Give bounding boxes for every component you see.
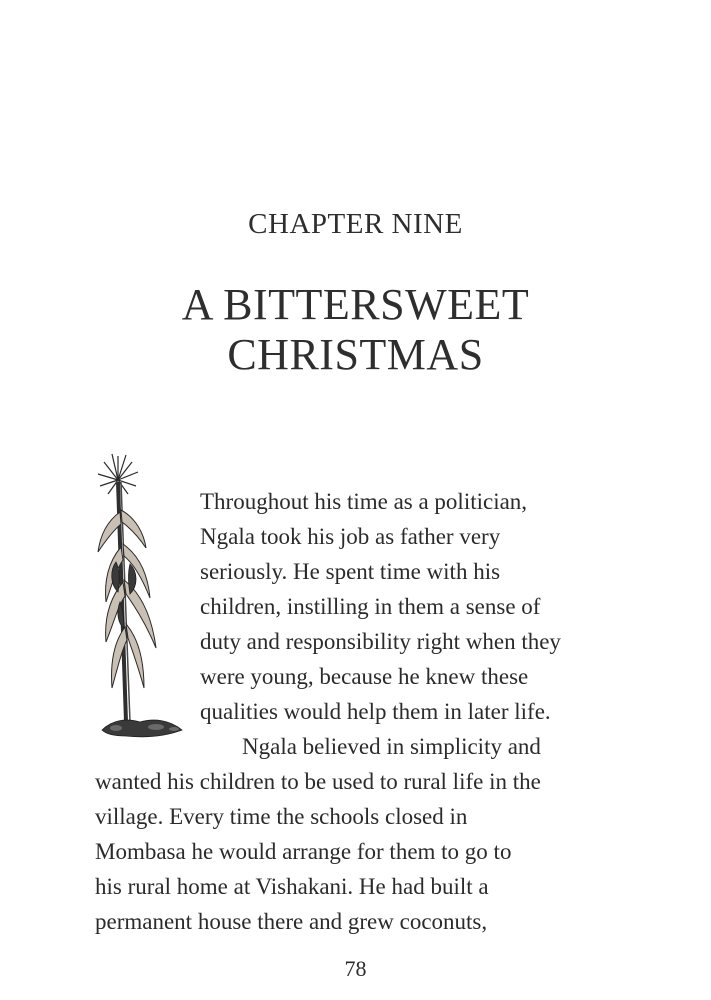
body-line: village. Every time the schools closed in bbox=[95, 804, 468, 829]
body-line: duty and responsibility right when they bbox=[200, 629, 561, 654]
body-line: Mombasa he would arrange for them to go to bbox=[95, 839, 512, 864]
body-line: qualities would help them in later life. bbox=[200, 699, 551, 724]
body-line: permanent house there and grew coconuts, bbox=[95, 909, 488, 934]
body-line: Throughout his time as a politician, bbox=[200, 489, 528, 514]
chapter-title-line-2: CHRISTMAS bbox=[227, 330, 484, 379]
body-line: were young, because he knew these bbox=[200, 664, 529, 689]
chapter-title-line-1: A BITTERSWEET bbox=[181, 280, 530, 329]
chapter-number: CHAPTER NINE bbox=[248, 208, 463, 240]
body-line: children, instilling in them a sense of bbox=[200, 594, 541, 619]
body-line: Ngala believed in simplicity and bbox=[242, 734, 541, 759]
body-line: wanted his children to be used to rural life in the bbox=[95, 769, 541, 794]
body-line: Ngala took his job as father very bbox=[200, 524, 501, 549]
page-number: 78 bbox=[344, 956, 367, 981]
chapter-title bbox=[0, 280, 711, 380]
body-line: his rural home at Vishakani. He had built a bbox=[95, 874, 489, 899]
maize-plant-icon bbox=[96, 452, 186, 742]
body-line: seriously. He spent time with his bbox=[200, 559, 501, 584]
